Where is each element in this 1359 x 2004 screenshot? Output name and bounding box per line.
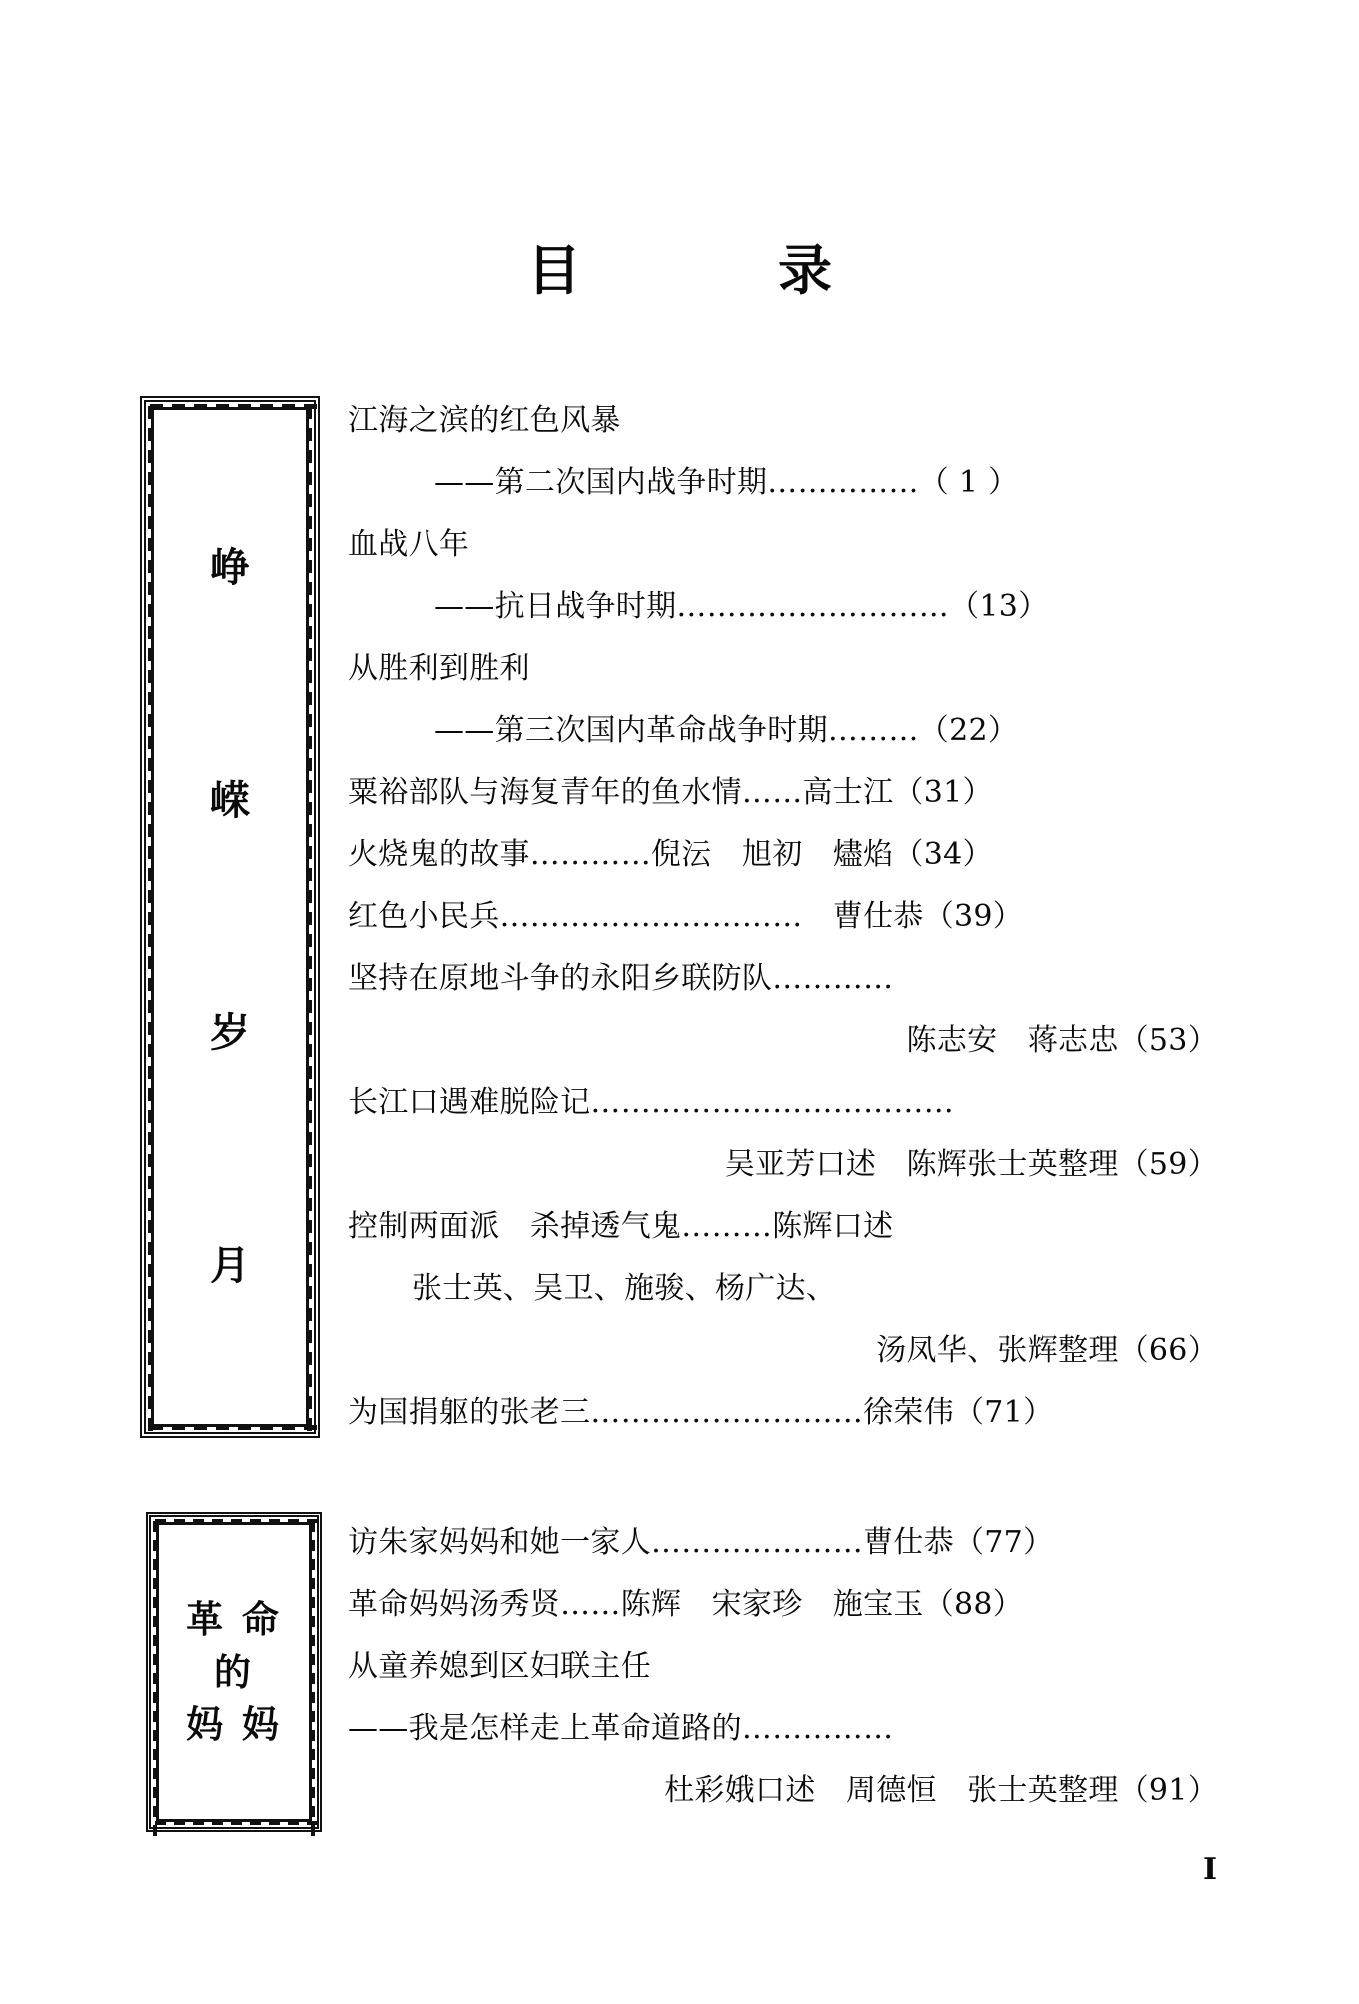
section-2-label-row-0: 革 命: [186, 1597, 282, 1642]
section-label-box-1: [140, 396, 320, 1438]
section-2-entries: [348, 1512, 1218, 1822]
toc-entry: 革命妈妈汤秀贤……陈辉 宋家珍 施宝玉（88）: [348, 1587, 1024, 1622]
toc-entry: ——第二次国内战争时期……………（ 1 ）: [434, 465, 1019, 500]
page-title: 目 录: [526, 238, 862, 302]
section-1-label-char-0: 峥: [210, 544, 250, 592]
toc-entry: 粟裕部队与海复青年的鱼水情……高士江（31）: [348, 775, 993, 810]
section-1-label-char-2: 岁: [210, 1009, 250, 1057]
toc-entry: 红色小民兵………………………… 曹仕恭（39）: [348, 899, 1024, 934]
section-2-label-row-1: 的: [214, 1649, 254, 1694]
toc-entry: 访朱家妈妈和她一家人…………………曹仕恭（77）: [348, 1525, 1054, 1560]
toc-entry-authors: 吴亚芳口述 陈辉张士英整理（59）: [724, 1147, 1218, 1182]
section-1-entries: [348, 390, 1218, 1444]
toc-entry-authors: 陈志安 蒋志忠（53）: [906, 1023, 1218, 1058]
toc-entry-authors: 汤凤华、张辉整理（66）: [876, 1333, 1218, 1368]
toc-entry-authors: 张士英、吴卫、施骏、杨广达、: [412, 1271, 837, 1306]
toc-entry: 火烧鬼的故事…………倪沄 旭初 燼焰（34）: [348, 837, 993, 872]
toc-entry: 从胜利到胜利: [348, 651, 530, 686]
toc-entry: 控制两面派 杀掉透气鬼………陈辉口述: [348, 1209, 894, 1244]
toc-entry-authors: 杜彩娥口述 周德恒 张士英整理（91）: [664, 1773, 1218, 1808]
section-1-label-char-3: 月: [210, 1241, 250, 1289]
section-label-box-2: [146, 1512, 322, 1832]
section-1-label-char-1: 嵘: [210, 776, 250, 824]
section-2-label-row-2: 妈 妈: [186, 1702, 282, 1747]
toc-entry: 坚持在原地斗争的永阳乡联防队…………: [348, 961, 894, 996]
toc-entry: 为国捐躯的张老三………………………徐荣伟（71）: [348, 1395, 1054, 1430]
toc-entry: 从童养媳到区妇联主任: [348, 1649, 651, 1684]
toc-entry: 长江口遇难脱险记………………………………: [348, 1085, 954, 1120]
toc-entry: ——我是怎样走上革命道路的……………: [348, 1711, 894, 1746]
toc-entry: 血战八年: [348, 527, 470, 562]
toc-entry: ——第三次国内革命战争时期………（22）: [434, 713, 1019, 748]
toc-entry: 江海之滨的红色风暴: [348, 403, 621, 438]
page-number: I: [1202, 1852, 1217, 1887]
toc-entry: ——抗日战争时期………………………（13）: [434, 589, 1049, 624]
